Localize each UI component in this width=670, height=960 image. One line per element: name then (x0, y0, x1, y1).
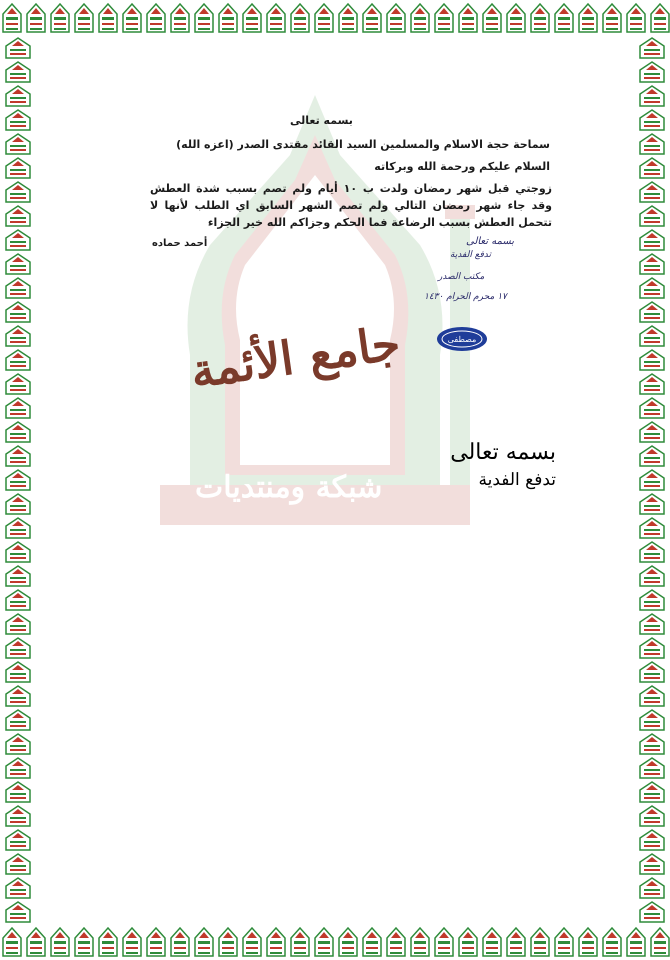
decorative-border-left (0, 36, 36, 924)
answer-title: بسمه تعالى (450, 440, 556, 465)
handwritten-office: مكتب الصدر (438, 272, 485, 282)
handwritten-ruling: تدفع الفدية (450, 250, 492, 260)
letter-sender: أحمد حماده (152, 238, 208, 249)
decorative-border-top (0, 0, 670, 36)
handwritten-date: ١٧ محرم الحرام ١٤٣٠ (424, 292, 507, 302)
watermark-subtitle: شبكة ومنتديات (195, 470, 383, 505)
letter-greeting: السلام عليكم ورحمة الله وبركاته (374, 160, 550, 173)
decorative-border-bottom (0, 924, 670, 960)
letter-body: زوجتي قبل شهر رمضان ولدت ب ١٠ أيام ولم تصم بسبب شدة العطش وقد جاء شهر رمضان التالي ولم تصم الشهر السابق اي الطلب لأنها لا تتحمل العطش بسبب الرضاعة فما الحكم وجزاكم الله خير الجزاء (150, 182, 553, 229)
handwritten-basmala: بسمه تعالى (466, 236, 515, 247)
letter-basmala: بسمه تعالى (290, 114, 353, 127)
letter-addressee: سماحة حجة الاسلام والمسلمين السيد القائد مقتدى الصدر (اعزه الله) (176, 138, 550, 151)
decorative-border-right (634, 36, 670, 924)
watermark-title: جامع الأئمة (187, 315, 404, 399)
answer-text: تدفع الفدية (478, 470, 556, 490)
seal-signature-text: مصطفى (447, 335, 477, 344)
office-seal-icon (436, 326, 488, 352)
